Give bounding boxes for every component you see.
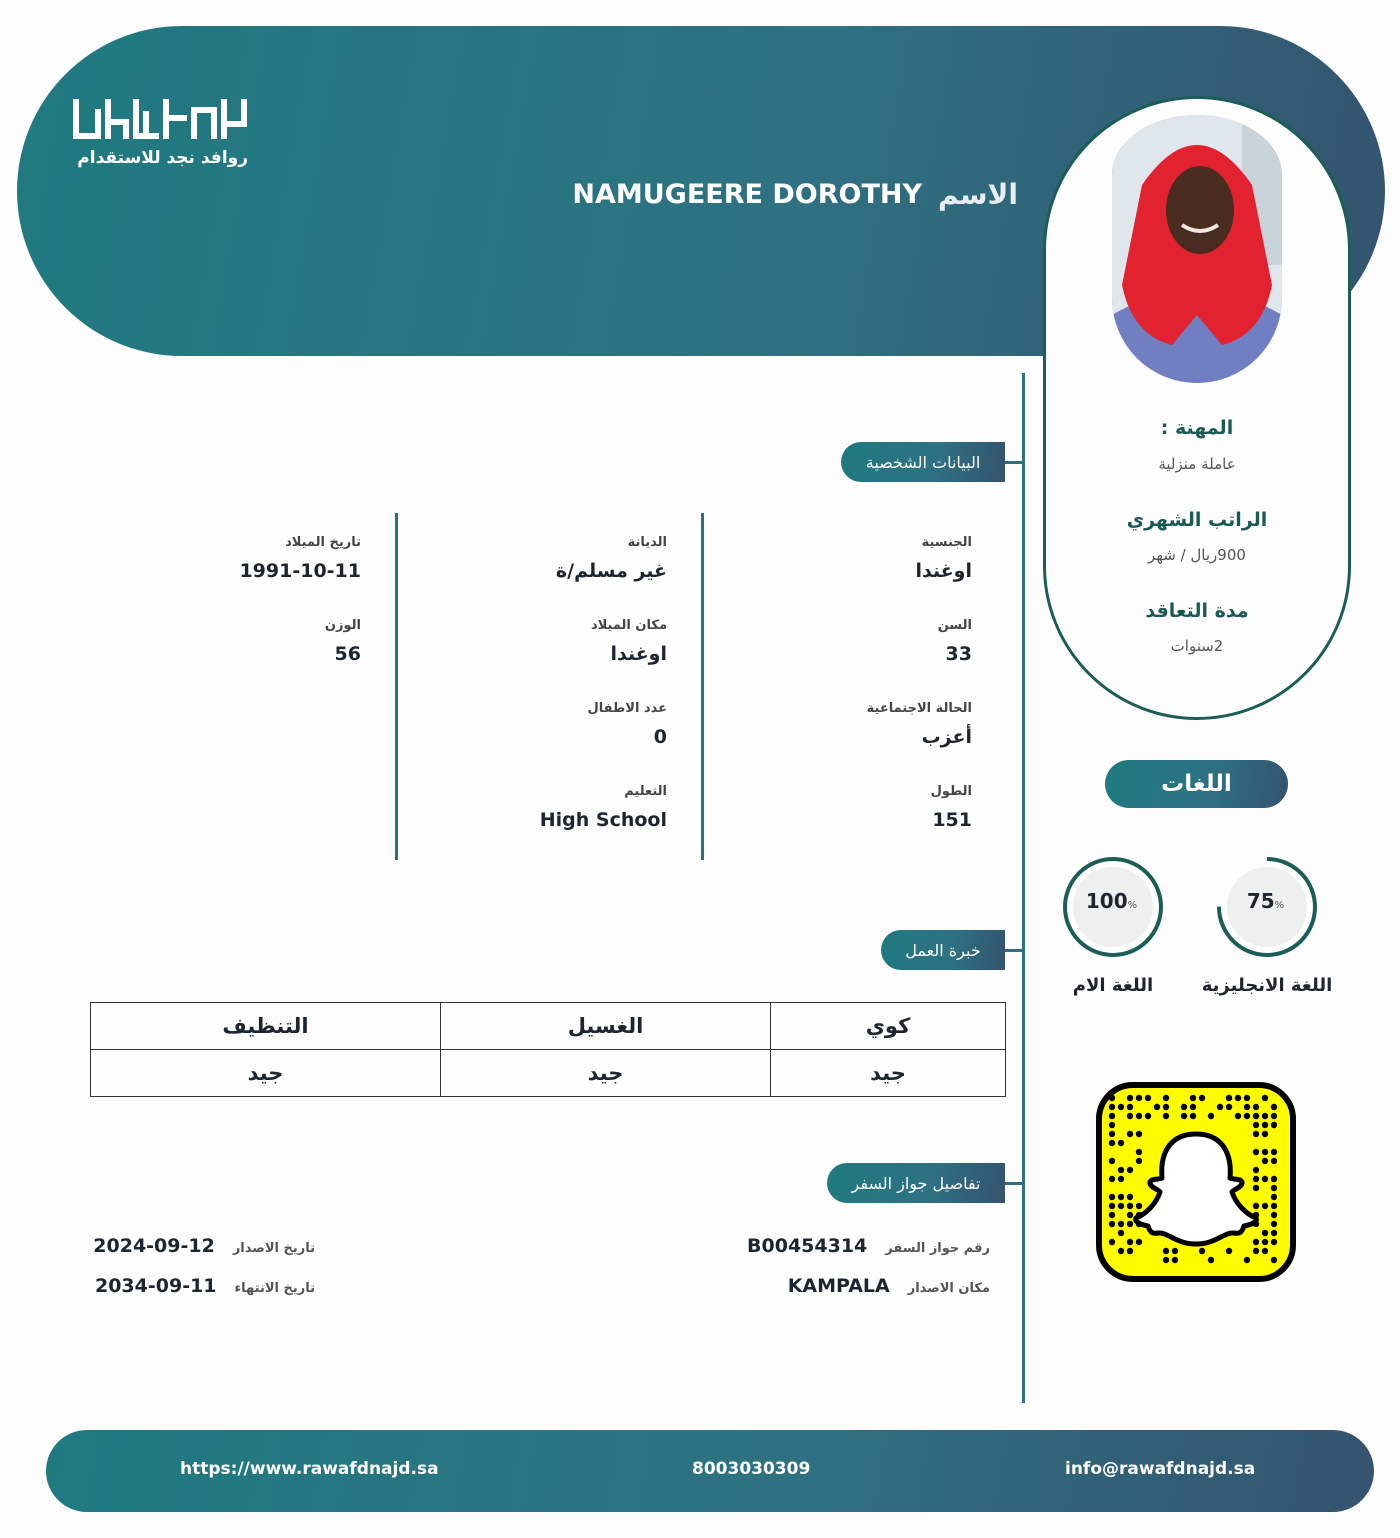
section-experience: خبرة العمل: [881, 930, 1005, 970]
field-label: التعليم: [624, 784, 667, 799]
field-height: [931, 784, 972, 831]
snapcode-icon[interactable]: [1096, 1082, 1296, 1282]
table-header: التنظيف: [91, 1003, 441, 1050]
table-header: كوي: [771, 1003, 1006, 1050]
name-label: الاسم: [938, 178, 1018, 211]
salary-title: الراتب الشهري: [1126, 509, 1268, 531]
pill-connector: [1005, 1182, 1025, 1185]
name-row: [418, 178, 1018, 211]
field-label: تاريخ الميلاد: [285, 535, 361, 550]
footer-email-link[interactable]: info@rawafdnajd.sa: [1065, 1459, 1256, 1479]
contract-title: مدة التعاقد: [1145, 600, 1249, 622]
table-cell: جيد: [771, 1050, 1006, 1097]
table-cell: جيد: [91, 1050, 441, 1097]
passport-issue-place: [788, 1275, 990, 1297]
field-label: تاريخ الاصدار: [232, 1241, 315, 1256]
table-cell: جيد: [441, 1050, 771, 1097]
field-value: اوغندا: [610, 643, 667, 665]
field-label: الطول: [930, 784, 972, 799]
field-label: الديانة: [627, 535, 667, 550]
field-birthdate: [239, 535, 361, 582]
field-value: اوغندا: [915, 560, 972, 582]
field-value: 2034-09-11: [94, 1275, 217, 1297]
passport-number: [747, 1235, 990, 1257]
field-religion: [556, 535, 667, 582]
profession-title: المهنة :: [1160, 417, 1234, 439]
field-value: غير مسلم/ة: [555, 560, 667, 582]
gauge-value: 100%: [1085, 889, 1138, 913]
name-value: NAMUGEERE DOROTHY: [572, 179, 923, 210]
footer-website-link[interactable]: https://www.rawafdnajd.sa: [180, 1459, 439, 1479]
contract-value: 2سنوات: [1170, 637, 1224, 655]
passport-expiry-date: [95, 1275, 315, 1297]
field-value: 1991-10-11: [239, 560, 361, 582]
vertical-divider: [1022, 373, 1025, 1403]
language-name: اللغة الام: [1072, 975, 1154, 996]
field-value: 151: [932, 809, 972, 831]
passport-issue-date: [93, 1235, 315, 1257]
worker-photo: [1112, 115, 1282, 383]
gauge-value: 75%: [1246, 889, 1285, 913]
field-label: السن: [937, 618, 972, 633]
field-value: 33: [945, 643, 972, 665]
section-personal: البيانات الشخصية: [841, 442, 1005, 482]
profile-card: [1043, 96, 1351, 720]
field-label: الوزن: [324, 618, 361, 633]
salary-value: 900ريال / شهر: [1148, 546, 1246, 564]
section-languages: اللغات: [1105, 760, 1288, 808]
field-value: B00454314: [747, 1235, 868, 1257]
logo-subtitle: روافد نجد للاستقدام: [77, 148, 248, 168]
field-birthplace: [591, 618, 667, 665]
field-label: رقم جواز السفر: [885, 1241, 990, 1256]
field-children: [588, 701, 668, 748]
field-marital-status: [867, 701, 972, 748]
table-row: [91, 1003, 1006, 1050]
field-label: تاريخ الانتهاء: [234, 1281, 315, 1296]
table-row: [91, 1050, 1006, 1097]
profession-value: عاملة منزلية: [1158, 455, 1236, 473]
language-name: اللغة الانجليزية: [1201, 975, 1333, 996]
field-value: 56: [334, 643, 361, 665]
gauge-english: [1215, 855, 1319, 959]
pill-connector: [1005, 461, 1025, 464]
gauge-mother-tongue: [1061, 855, 1165, 959]
field-label: الحالة الاجتماعية: [866, 701, 972, 716]
field-value: 2024-09-12: [93, 1235, 215, 1257]
field-value: High School: [539, 809, 667, 831]
field-weight: [325, 618, 361, 665]
footer-phone[interactable]: 8003030309: [692, 1459, 811, 1479]
field-value: KAMPALA: [787, 1275, 890, 1297]
field-label: عدد الاطفال: [587, 701, 667, 716]
table-header: الغسيل: [441, 1003, 771, 1050]
field-nationality: [915, 535, 972, 582]
section-passport: تفاصيل جواز السفر: [827, 1163, 1005, 1203]
experience-table: [90, 1002, 1006, 1097]
pill-connector: [1005, 949, 1025, 952]
field-label: مكان الاصدار: [907, 1281, 990, 1296]
field-label: الجنسية: [921, 535, 972, 550]
field-education: [540, 784, 667, 831]
column-separator: [701, 513, 704, 860]
column-separator: [395, 513, 398, 860]
field-age: [938, 618, 972, 665]
footer-band: [46, 1430, 1374, 1512]
field-label: مكان الميلاد: [590, 618, 667, 633]
field-value: أعزب: [921, 726, 972, 748]
field-value: 0: [653, 726, 667, 748]
